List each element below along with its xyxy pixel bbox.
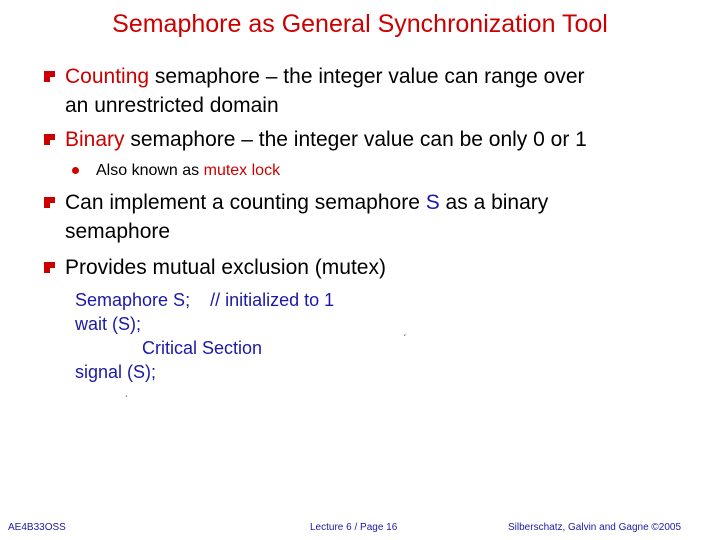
- bullet-mutex: Provides mutual exclusion (mutex): [65, 256, 386, 279]
- mutex-lock-term: mutex lock: [203, 162, 281, 179]
- code-line-critical-section: Critical Section: [142, 338, 263, 358]
- counting-desc-2: an unrestricted domain: [65, 94, 279, 117]
- footer-course: AE4B33OSS: [8, 522, 66, 533]
- implement-text-a: Can implement a counting semaphore: [65, 191, 426, 214]
- bullet-implement: [65, 188, 548, 246]
- code-declaration: Semaphore S;: [75, 290, 191, 310]
- sub-bullet-dot-icon: [72, 167, 79, 174]
- implement-text-b: as a binary: [439, 191, 549, 214]
- sub-bullet-mutex: [96, 161, 280, 181]
- semaphore-s: S: [425, 191, 440, 214]
- bullet-square-icon: [44, 71, 55, 82]
- footer-page: Lecture 6 / Page 16: [310, 522, 398, 533]
- counting-desc: semaphore – the integer value can range over: [149, 65, 585, 88]
- bullet-binary: [65, 125, 587, 154]
- bullet-counting: [65, 62, 585, 120]
- code-line-semaphore: [75, 288, 334, 312]
- implement-text-2: semaphore: [65, 220, 171, 243]
- binary-desc: semaphore – the integer value can be only 0 or 1: [124, 128, 587, 151]
- code-comment: // initialized to 1: [210, 290, 335, 310]
- slide-title: Semaphore as General Synchronization Tool: [112, 10, 608, 38]
- bullet-square-icon: [44, 134, 55, 145]
- bullet-square-icon: [44, 262, 55, 273]
- code-line-signal: signal (S);: [75, 362, 157, 382]
- footer-copyright: Silberschatz, Galvin and Gagne ©2005: [508, 522, 682, 533]
- bullet-square-icon: [44, 197, 55, 208]
- sub-bullet-prefix: Also known as: [96, 162, 204, 179]
- stray-mark: ˏ: [403, 326, 407, 337]
- binary-term: Binary: [65, 128, 125, 151]
- counting-term: Counting: [65, 65, 150, 88]
- code-line-wait: wait (S);: [75, 314, 142, 334]
- stray-mark: ˎ: [125, 387, 129, 398]
